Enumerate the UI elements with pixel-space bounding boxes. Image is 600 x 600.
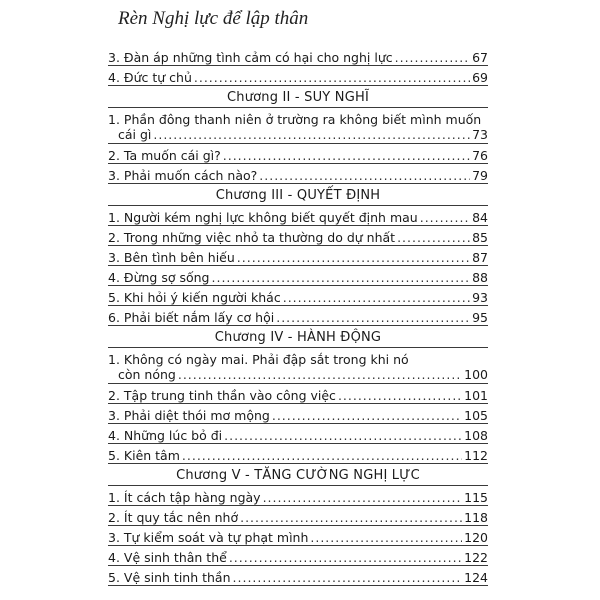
- toc-entry-page: 120: [464, 530, 488, 545]
- toc-entry-title: 3. Đàn áp những tình cảm có hại cho nghị lực: [108, 50, 393, 65]
- toc-entry[interactable]: [108, 246, 488, 266]
- toc-entry-page: 115: [464, 490, 488, 505]
- toc-entry-page: 93: [472, 290, 488, 305]
- toc-entry-page: 67: [472, 50, 488, 65]
- toc-entry-page: 118: [464, 510, 488, 525]
- toc-entry[interactable]: [108, 206, 488, 226]
- toc-entry[interactable]: [108, 306, 488, 326]
- toc-entry-title: 3. Bên tình bên hiếu: [108, 250, 235, 265]
- toc-entry[interactable]: [108, 526, 488, 546]
- toc-entry-title: 2. Ta muốn cái gì?: [108, 148, 221, 163]
- toc-entry-page: 85: [472, 230, 488, 245]
- toc-entry-page: 87: [472, 250, 488, 265]
- dot-leader: [194, 70, 470, 85]
- toc-entry-title: 4. Đừng sợ sống: [108, 270, 210, 285]
- toc-entry-title: 5. Khi hỏi ý kiến người khác: [108, 290, 281, 305]
- dot-leader: [237, 250, 470, 265]
- dot-leader: [263, 490, 463, 505]
- toc-entry[interactable]: [108, 66, 488, 86]
- toc-entry-page: 100: [464, 367, 488, 382]
- toc-entry-title: 2. Ít quy tắc nên nhớ: [108, 510, 239, 525]
- toc-entry-title: 5. Kiên tâm: [108, 448, 180, 463]
- toc-entry[interactable]: [108, 108, 488, 144]
- toc-entry-page: 79: [472, 168, 488, 183]
- toc-entry-title: 3. Phải diệt thói mơ mộng: [108, 408, 270, 423]
- toc-entry-page: 101: [464, 388, 488, 403]
- toc-entry-title: 2. Tập trung tinh thần vào công việc: [108, 388, 336, 403]
- toc-entry-page: 124: [464, 570, 488, 585]
- toc-entry[interactable]: [108, 164, 488, 184]
- toc-entry-page: 95: [472, 310, 488, 325]
- toc-entry[interactable]: [108, 404, 488, 424]
- chapter-heading: Chương IV - HÀNH ĐỘNG: [108, 326, 488, 348]
- dot-leader: [229, 550, 462, 565]
- toc-entry-page: 69: [472, 70, 488, 85]
- dot-leader: [233, 570, 463, 585]
- dot-leader: [283, 290, 470, 305]
- toc-entry-page: 73: [472, 127, 488, 142]
- toc-entry-title: 1. Ít cách tập hàng ngày: [108, 490, 261, 505]
- dot-leader: [259, 168, 470, 183]
- toc-entry[interactable]: [108, 566, 488, 586]
- running-head: Rèn Nghị lực để lập thân: [118, 8, 309, 29]
- toc-entry-title: 3. Tự kiểm soát và tự phạt mình: [108, 530, 309, 545]
- toc-entry-title: 4. Những lúc bỏ đi: [108, 428, 223, 443]
- dot-leader: [153, 127, 470, 142]
- dot-leader: [276, 310, 470, 325]
- toc-entry-title: 1. Người kém nghị lực không biết quyết định mau: [108, 210, 418, 225]
- toc-entry-title: 2. Trong những việc nhỏ ta thường do dự nhất: [108, 230, 396, 245]
- dot-leader: [212, 270, 471, 285]
- toc-entry-page: 84: [472, 210, 488, 225]
- toc-entry-page: 88: [472, 270, 488, 285]
- toc-entry-page: 105: [464, 408, 488, 423]
- toc-entry-title: 1. Phần đông thanh niên ở trường ra không biết mình muốn: [108, 112, 482, 127]
- toc-entry-page: 76: [472, 148, 488, 163]
- toc-entry-title-continued: còn nóng: [118, 367, 176, 382]
- toc-entry-title-continued: cái gì: [118, 127, 152, 142]
- toc-entry-page: 112: [464, 448, 488, 463]
- toc-entry[interactable]: [108, 424, 488, 444]
- dot-leader: [420, 210, 470, 225]
- toc-entry-title: 1. Không có ngày mai. Phải đập sắt trong khi nó: [108, 352, 409, 367]
- dot-leader: [338, 388, 462, 403]
- toc-entry[interactable]: [108, 286, 488, 306]
- toc-entry-page: 122: [464, 550, 488, 565]
- toc-entry[interactable]: [108, 348, 488, 384]
- toc-entry-title: 6. Phải biết nắm lấy cơ hội: [108, 310, 275, 325]
- dot-leader: [223, 148, 470, 163]
- toc-entry-title: 5. Vệ sinh tinh thần: [108, 570, 231, 585]
- toc-entry[interactable]: [108, 486, 488, 506]
- toc-entry[interactable]: [108, 46, 488, 66]
- toc-entry-title: 3. Phải muốn cách nào?: [108, 168, 258, 183]
- toc-entry[interactable]: [108, 144, 488, 164]
- chapter-heading: Chương III - QUYẾT ĐỊNH: [108, 184, 488, 206]
- dot-leader: [397, 230, 470, 245]
- chapter-heading: Chương II - SUY NGHĨ: [108, 86, 488, 108]
- dot-leader: [272, 408, 462, 423]
- toc-entry-title: 4. Đức tự chủ: [108, 70, 192, 85]
- toc-entry[interactable]: [108, 444, 488, 464]
- toc-entry[interactable]: [108, 226, 488, 246]
- chapter-heading: Chương V - TĂNG CƯỜNG NGHỊ LỰC: [108, 464, 488, 486]
- toc-entry-title: 4. Vệ sinh thân thể: [108, 550, 227, 565]
- dot-leader: [182, 448, 462, 463]
- dot-leader: [224, 428, 462, 443]
- dot-leader: [178, 367, 462, 382]
- toc-entry[interactable]: [108, 546, 488, 566]
- toc-entry[interactable]: [108, 384, 488, 404]
- toc-entry[interactable]: [108, 266, 488, 286]
- dot-leader: [310, 530, 462, 545]
- toc-entry[interactable]: [108, 506, 488, 526]
- toc-entry-page: 108: [464, 428, 488, 443]
- table-of-contents: [108, 46, 488, 586]
- dot-leader: [395, 50, 470, 65]
- dot-leader: [240, 510, 462, 525]
